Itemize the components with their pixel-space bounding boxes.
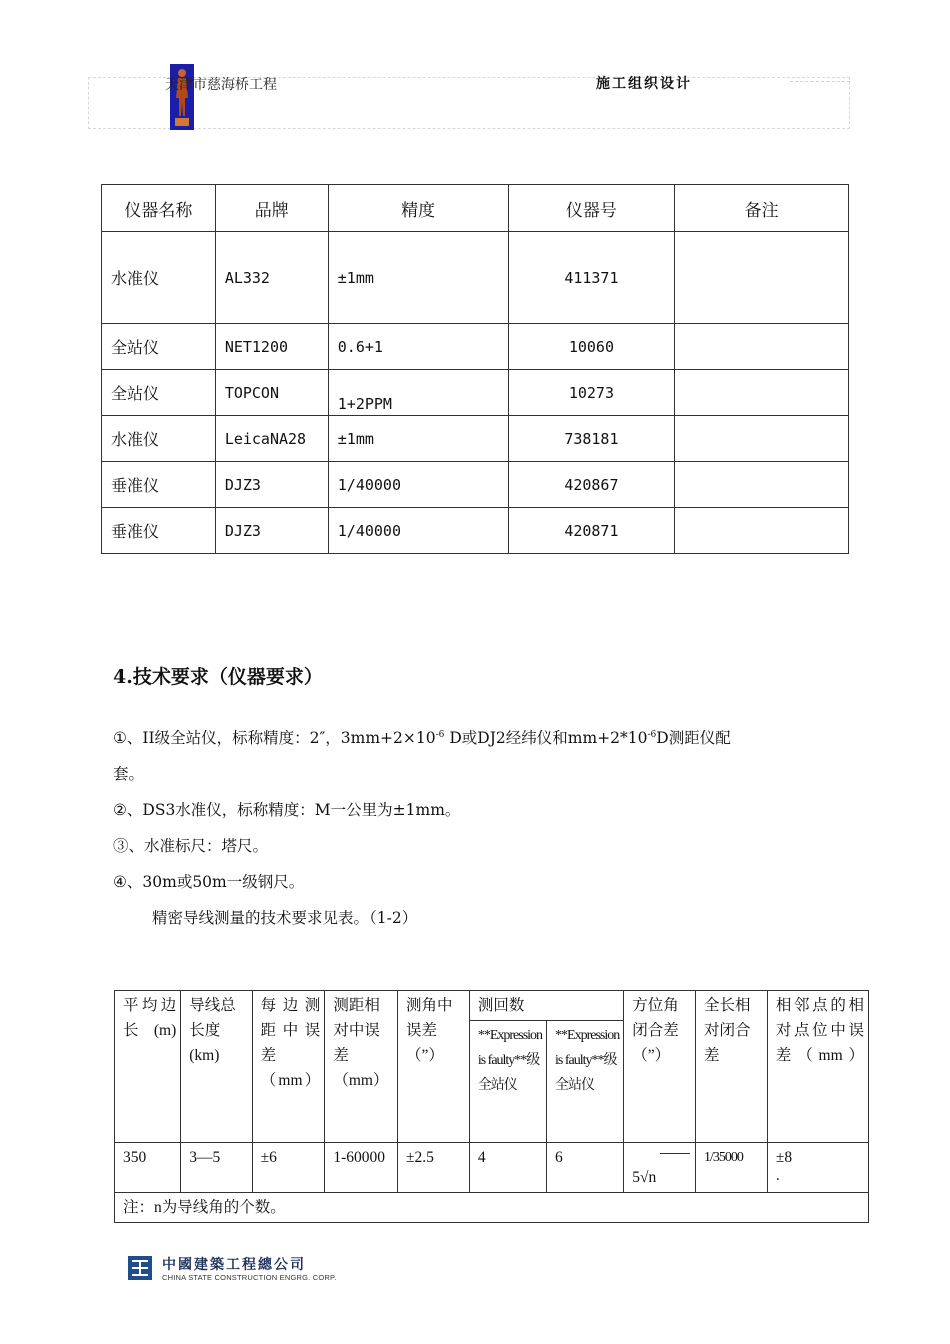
company-logo-icon <box>128 1256 152 1280</box>
cell-precision: ±1mm <box>328 416 508 462</box>
table-row <box>102 370 849 416</box>
cell-number: 420871 <box>508 508 675 554</box>
cell-brand: NET1200 <box>215 324 328 370</box>
header-project-title: 天津市慈海桥工程 <box>165 77 277 93</box>
cell-name: 全站仪 <box>102 324 216 370</box>
col-header-precision: 精度 <box>328 185 508 232</box>
cell-azimuth-closure <box>624 1143 696 1193</box>
item1-superscript-2: -6 <box>647 730 657 740</box>
item1-part-b: D或DJ2经纬仪和mm+2*10 <box>444 729 648 747</box>
header-rounds-sub-2: **Expression is faulty**级全站仪 <box>547 1021 624 1143</box>
footnote: 注：n为导线角的个数。 <box>115 1193 869 1223</box>
cell-precision: 1/40000 <box>328 462 508 508</box>
item1-superscript-1: -6 <box>435 730 445 740</box>
table-row <box>102 232 849 324</box>
col-header-name: 仪器名称 <box>102 185 216 232</box>
cell-name: 全站仪 <box>102 370 216 416</box>
table-row <box>102 462 849 508</box>
cell-brand: DJZ3 <box>215 462 328 508</box>
requirement-item-2: ②、DS3水准仪，标称精度：M一公里为±1mm。 <box>113 801 461 819</box>
cell-full-relative-closure: 1/35000 <box>696 1143 768 1193</box>
col-header-number: 仪器号 <box>508 185 675 232</box>
cell-note <box>675 462 849 508</box>
col-header-note: 备注 <box>675 185 849 232</box>
instrument-table <box>101 184 849 554</box>
footer-company-name-en: CHINA STATE CONSTRUCTION ENGRG. CORP. <box>162 1273 337 1282</box>
cell-total-length: 3—5 <box>181 1143 252 1193</box>
header-document-title: 施工组织设计 <box>596 76 692 92</box>
cell-precision: 1+2PPM <box>328 370 508 416</box>
cell-note <box>675 370 849 416</box>
requirement-item-1 <box>113 728 731 748</box>
cell-number: 10273 <box>508 370 675 416</box>
header-angle-error: 测角中误差（”） <box>398 991 470 1143</box>
item1-part-a: ①、II级全站仪，标称精度：2″，3mm+2×10 <box>113 729 436 747</box>
cell-number: 10060 <box>508 324 675 370</box>
cell-angle-error: ±2.5 <box>398 1143 470 1193</box>
cell-number: 411371 <box>508 232 675 324</box>
table-reference-note: 精密导线测量的技术要求见表。（1-2） <box>152 909 418 927</box>
cell-number: 738181 <box>508 416 675 462</box>
table-row <box>102 508 849 554</box>
cell-precision: 1/40000 <box>328 508 508 554</box>
cell-name: 垂准仪 <box>102 462 216 508</box>
cell-note <box>675 416 849 462</box>
cell-name: 垂准仪 <box>102 508 216 554</box>
footer-company-name-cn: 中國建築工程總公司 <box>162 1257 306 1273</box>
cell-note <box>675 232 849 324</box>
header-azimuth-closure: 方位角闭合差（”） <box>624 991 696 1143</box>
table-row <box>102 324 849 370</box>
header-relative-error: 测距相对中误差（mm） <box>325 991 398 1143</box>
tech-requirements-table <box>114 990 869 1223</box>
col-header-brand: 品牌 <box>215 185 328 232</box>
header-adjacent-point-error: 相邻点的相对点位中误差（mm） <box>767 991 868 1143</box>
cell-brand: LeicaNA28 <box>215 416 328 462</box>
tech-table-footnote-row <box>115 1193 869 1223</box>
cell-rounds-1: 4 <box>469 1143 546 1193</box>
header-rounds-sub-1: **Expression is faulty**级全站仪 <box>469 1021 546 1143</box>
cell-name: 水准仪 <box>102 416 216 462</box>
cell-precision: 0.6+1 <box>328 324 508 370</box>
cell-note <box>675 508 849 554</box>
adjacent-value: ±8 <box>775 1149 793 1166</box>
requirement-item-3: ③、水准标尺：塔尺。 <box>113 837 269 855</box>
header-avg-side: 平均边长(m) <box>115 991 181 1143</box>
table-row <box>102 416 849 462</box>
cell-number: 420867 <box>508 462 675 508</box>
overline-mark <box>660 1153 690 1154</box>
cell-avg-side: 350 <box>115 1143 181 1193</box>
header-total-length: 导线总长度(km) <box>181 991 252 1143</box>
adjacent-dot: . <box>775 1167 780 1184</box>
cell-name: 水准仪 <box>102 232 216 324</box>
tech-table-header-row-1 <box>115 991 869 1021</box>
section-title: 4.技术要求（仪器要求） <box>113 666 323 688</box>
requirement-item-1-cont: 套。 <box>113 765 145 783</box>
cell-adjacent-point-error <box>767 1143 868 1193</box>
header-rule <box>790 81 850 82</box>
cell-rounds-2: 6 <box>547 1143 624 1193</box>
cell-note <box>675 324 849 370</box>
cell-side-error: ±6 <box>252 1143 325 1193</box>
item1-part-c: D测距仪配 <box>656 729 731 747</box>
requirement-item-4: ④、30m或50m一级钢尺。 <box>113 873 305 891</box>
header-side-error: 每边测距中误差（mm） <box>252 991 325 1143</box>
azimuth-formula: 5√n <box>632 1169 657 1186</box>
cell-precision: ±1mm <box>328 232 508 324</box>
instrument-table-header <box>102 185 849 232</box>
cell-brand: DJZ3 <box>215 508 328 554</box>
cell-brand: AL332 <box>215 232 328 324</box>
cell-brand: TOPCON <box>215 370 328 416</box>
header-full-relative-closure: 全长相对闭合差 <box>696 991 768 1143</box>
table-row <box>115 1143 869 1193</box>
cell-relative-error: 1-60000 <box>325 1143 398 1193</box>
header-rounds: 测回数 <box>469 991 623 1021</box>
